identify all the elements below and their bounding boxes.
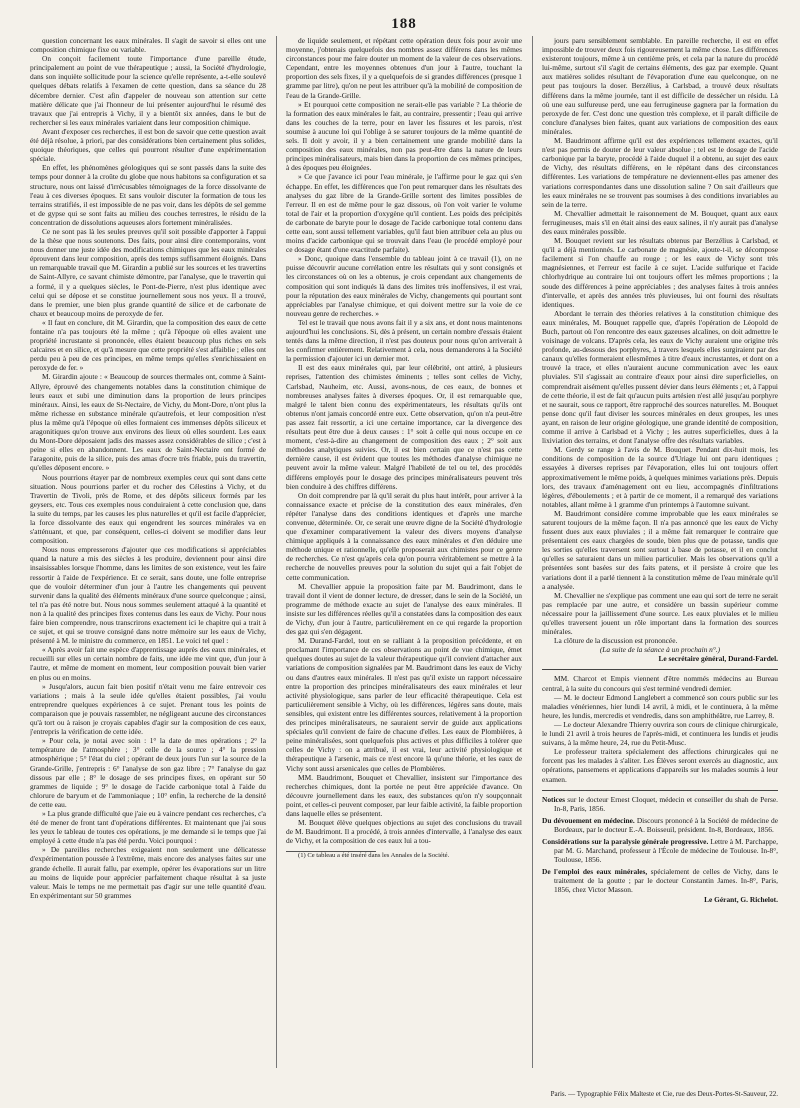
paragraph: M. Bouquet revient sur les résultats obtenus par Berzélius à Carlsbad, et qu'il a déjà mentionnés. Le carbonate de magnésie, ajoute-t-il, se décompose facilement si l'on chauffe au rouge ; or les eaux de Vichy sont très magnésiennes, et l'erreur est facile à ce sujet. L'acide sulfurique et l'acide chlorhydrique au contraire lui ont toujours offert les mêmes proportions ; la soude des différences à peine appréciables ; des analyses faites à trois années d'intervalle, et après des années très pluvieuses, lui ont fourni des résultats identiques. [542,236,778,309]
paragraph: « Il faut en conclure, dit M. Girardin, que la composition des eaux de cette fontaine n'a pas toujours été la même ; qu'à l'époque où elles avaient une propriété incrustante si prononcée, elles étaient beaucoup plus riches en sels calcaires et en silice, et qu'à mesure que cette propriété s'est affaiblie ; elles ont perdu peu à peu de ces principes, en même temps qu'elles s'enrichissaient en peroxyde de fer. » [30,317,266,373]
bibliography-entry [542,837,778,864]
paragraph: On doit comprendre par là qu'il serait du plus haut intérêt, pour arriver à la connaissance exacte et précise de la constitution des eaux minérales, d'en répéter l'analyse dans des conditions identiques et d'après une marche convenue, déterminée. Or, ce serait une œuvre digne de la Société d'hydrologie que d'examiner comparativement la valeur des divers moyens d'analyse chimique appliqués à la connaissance des eaux minérales et d'en déduire une méthode unique et rationnelle, qu'elle proposerait aux chimistes pour ce genre de recherches. Ce n'est qu'après cela qu'on pourra véritablement se mettre à la recherche de nouvelles preuves pour la solution du sujet qui a fait l'objet de cette communication. [286,490,522,582]
bibliography-title: Notices [542,794,565,804]
bibliography-title: Du dévouement en médecine. [542,815,635,825]
paragraph: M. Baudrimont considère comme improbable que les eaux minérales se saturent toujours de la même façon. Il n'a pas annoncé que les eaux de Vichy fussent dues aux eaux pluviales ; il a même fait remarquer le contraire que présentaient ces eaux chargées de soude, bien plus que de potasse, tandis que les sorties qu'elles traversent sont surtout à base de potasse, et il en conclut qu'elles se saturaient dans un milieu particulier. Mais les observations qu'il a présentées sont basées sur des faits patens, et il persiste à croire que les variations dont il a parlé tiennent à la constitution même de l'eau minérale qu'il a analysée. [542,508,778,591]
paragraph: » Et pourquoi cette composition ne serait-elle pas variable ? La théorie de la formation des eaux minérales le fait, au contraire, pressentir ; l'eau qui arrive dans les couches de la terre, pour en laver les fissures et les parois, n'est soumise à aucune loi qui l'oblige à se saturer toujours de la même quantité de sels. Il doit y avoir, il y a bien certainement une grande mobilité dans la composition des eaux minérales, non pas peut-être dans la nature de leurs principes minéralisateurs, mais bien dans la proportion de ces mêmes principes, à des époques peu éloignées. [286,99,522,173]
bibliography-details: Lettre à M. Parchappe, par M. G. Marchand, professeur à l'École de médecine de Toulouse. In-8°, Toulouse, 1856. [554,836,778,865]
paragraph: M. Chevallier appuie la proposition faite par M. Baudrimont, dans le travail dont il vient de donner lecture, de dresser, dans le sein de la Société, un programme de méthode exacte au sujet de l'analyse des eaux minérales. Il insiste sur les différences réelles qu'il a constatées dans la composition des eaux de Vichy, d'un jour à l'autre, particulièrement en ce qui regarde la proportion des gaz qui s'en dégagent. [286,581,522,637]
session-continuation-note: (La suite de la séance à un prochain n°.) [599,645,721,655]
column-1 [30,36,266,1068]
bibliography-entry [542,867,778,894]
paragraph: MM. Baudrimont, Bouquet et Chevallier, insistent sur l'importance des recherches chimiques, dont la portée ne peut être appréciée d'avance. On découvre journellement dans les eaux, des substances qu'on n'y soupçonnait point, et celles-ci peuvent composer, par leur faible activité, la faible proportion dans laquelle elles se présentent. [286,772,522,818]
secretary-signature: Le secrétaire général, Durand-Fardel. [658,654,778,664]
paragraph: Tel est le travail que nous avons fait il y a six ans, et dont nous maintenons aujourd'hui les conclusions. Si, dès à présent, un certain nombre d'essais étaient tentés dans la même direction, il n'est pas douteux pour nous qu'on arriverait à les confirmer entièrement. Relativement à cela, nous demanderons à la Société la permission d'ajouter ici un dernier mot. [286,317,522,364]
paragraph: » Donc, quoique dans l'ensemble du tableau joint à ce travail (1), on ne puisse découvrir aucune corrélation entre les résultats qui y sont consignés et les circonstances où on les a obtenus, je crois cependant aux changements de composition qui sont indiqués là dans des limites très inoffensives, il est vrai, pour la réputation des eaux minérales de Vichy, changements qui pourtant sont appréciables par l'analyse chimique, et qui doivent mettre sur la voie de ce nouveau genre de recherches. » [286,254,522,318]
news-section [542,674,778,783]
bibliography-title: De l'emploi des eaux minérales, [542,867,648,877]
paragraph: jours paru sensiblement semblable. En pareille recherche, il est en effet impossible de trouver deux fois rigoureusement la même chose. Les différences existeront toujours, même à un centième près, et cela par la nature du procédé lui-même, surtout s'il s'agit de certains éléments, des gaz par exemple. Quant aux matières solides résultant de l'évaporation d'une eau quelconque, on ne peut pas toujours la doser. Berzélius, à Carlsbad, a trouvé deux résultats différens dans la même journée, tant il est difficile de dessécher un résidu. Là où une eau sulfureuse perd, une eau ferrugineuse gagnera par la formation du peroxyde de fer. C'est donc une question très complexe, et il paraît difficile de conclure d'analyses bien faites, quant aux variations de composition des eaux minérales. [542,36,778,136]
paragraph: Ce ne sont pas là les seules preuves qu'il soit possible d'apporter à l'appui de la thèse que nous soutenons. Des faits, pour ainsi dire contemporains, vont nous donner une juste idée des modifications chimiques que les eaux minérales éprouvent dans leur composition, après des temps suffisamment éloignés. Dans un remarquable travail que M. Girardin a publié sur les sources et les travertins de Saint-Allyre, ce savant chimiste démontre, par l'analyse, que le travertin qui a formé, il y a quelques siècles, le Pont-de-Pierre, n'est plus identique avec celui qui se dépose et se constitue journellement sous nos yeux. Il a trouvé, dans le premier, une bien plus grande quantité de silice et de carbonate de chaux et beaucoup moins de peroxyde de fer. [30,226,266,318]
paragraph: » Jusqu'alors, aucun fait bien positif n'était venu me faire entrevoir ces variations ; mais à la seule idée qu'elles étaient possibles, j'ai voulu entreprendre quelques expériences à ce sujet. Prenant tous les points de comparaison que je pouvais rassembler, ne négligeant aucune des circonstances qu'à tort ou à raison je croyais capables d'agir sur la composition de ces eaux, j'entrepris la vérification de cette idée. [30,681,266,737]
paragraph: En effet, les phénomènes géologiques qui se sont passés dans la suite des temps pour donner à la croûte du globe que nous habitons sa configuration et sa structure, nous ont laissé d'irrécusables témoignages de la force dissolvante de l'eau à ces diverses époques. Et sans vouloir discuter la formation de tous les terrains stratifiés, il est impossible de ne pas voir, dans les dépôts de sel gemme et de gypse qui se sont faits au milieu des couches terrestres, le résidu de la concentration de dissolutions aqueuses alors fortement minéralisées. [30,163,266,227]
paragraph: M. Gerdy se range à l'avis de M. Bouquet. Pendant dix-huit mois, les conditions de composition de la source d'Uriage lui ont paru identiques ; essayées à diverses reprises par l'évaporation, elles lui ont toujours offert approximativement le même poids, à quelques minimes variations près. Depuis lors, des travaux d'aménagement ont eu lieu, accompagnés d'infiltrations légères, d'éboulements ; et à partir de ce moment, il a remarqué des variations notables, allant même à 1 gramme d'un printemps à l'automne suivant. [542,445,778,509]
paragraph: M. Girardin ajoute : « Beaucoup de sources thermales ont, comme à Saint-Allyre, éprouvé des changements notables dans la constitution chimique de leurs eaux et subi une diminution dans la proportion de leurs principes minéraux. Ainsi, les eaux de St-Nectaire, de Vichy, du Mont-Dore, n'ont plus la même richesse en substance minérale qu'autrefois, et leur composition n'est plus la même qu'à l'époque où elles formaient ces immenses dépôts siliceux et aragonitiques qu'on trouve aux environs des lieux où elles sourdent. Les eaux du Mont-Dore déposaient jadis des masses assez considérables de silice ; c'est à peine si elles en abandonnent. Les eaux de Saint-Nectaire ont formé de l'aragonite, puis de la silice, puis des amas d'ocre très friable, puis du travertin, qu'elles déposent encore. » [30,372,266,473]
bibliography-details: spécialement de celles de Vichy, dans le traitement de la goutte ; par le docteur Constantin James. In-8°, Paris, 1856, chez Victor Masson. [554,867,778,895]
paragraph: question concernant les eaux minérales. Il s'agit de savoir si elles ont une composition chimique fixe ou variable. [30,36,266,55]
column-2-body [286,36,522,845]
news-item: Le professeur traitera spécialement des affections chirurgicales qui ne forcent pas les malades à s'aliter. Les Élèves seront exercés au diagnostic, aux opérations, pansemens et applications d'appareils sur les malades soumis à leur examen. [542,747,778,784]
paragraph: de liquide seulement, et répétant cette opération deux fois pour avoir une moyenne, j'obtenais quelquefois des nombres assez différens dans les mêmes circonstances pour me faire douter un moment de la valeur de ces observations. Cependant, entre les moyennes obtenues d'un jour à l'autre, touchant la proportion des sels fixes, il y a quelquefois de si grandes différences (presque 1 gramme par litre), qu'on ne peut les attribuer qu'à la mobilité de composition de l'eau de la Grande-Grille. [286,36,522,100]
paragraph: M. Chevallier admettait le raisonnement de M. Bouquet, quant aux eaux ferrugineuses, mais s'il en était ainsi des eaux salines, il n'y aurait pas d'analyse des eaux minérales possible. [542,208,778,236]
paragraph: « Après avoir fait une espèce d'apprentissage auprès des eaux minérales, et recueilli sur elles un certain nombre de faits, une idée me vint que, d'un jour à l'autre, et même de moment en moment, leur composition pouvait bien varier en plus ou en moins. [30,645,266,682]
paragraph: La clôture de la discussion est prononcée. [554,636,678,646]
gerant-signature: Le Gérant, G. Richelot. [704,894,778,904]
bibliography-details: Discours prononcé à la Société de médecine de Bordeaux, par le docteur E.-A. Boisseuil, président. In-8, Bordeaux, 1856. [554,815,778,834]
news-item: MM. Charcot et Empis viennent d'être nommés médecins au Bureau central, à la suite du concours qui s'est terminé vendredi dernier. [542,674,778,693]
paragraph: Avant d'exposer ces recherches, il est bon de savoir que cette question avait été déjà résolue, à priori, par des considérations bien certainement plus solides, quoique théoriques, que celles qui pourront résulter d'une expérimentation spéciale. [30,126,266,164]
paragraph: Abordant le terrain des théories relatives à la constitution chimique des eaux minérales, M. Bouquet rappelle que, d'après l'opération de Léopold de Buch, partout où l'on rencontre des eaux gazeuses alcalines, on doit admettre le voisinage de volcans. D'après cela, les eaux de Vichy auraient une origine très profonde, au-dessous des porphyres, à travers lesquels elles surgiraient par des canaux qu'elles formeraient ellesmêmes à titre d'eaux incrustantes, et dont on a trouvé la trace, et elles n'auraient aucune communication avec les eaux pluviales. S'il s'agissait au contraire d'eaux pour ainsi dire superficielles, on comprendrait aisément qu'elles pussent dévier dans leurs éléments ; et, à l'appui de cette théorie, il est de fait qu'aucun puits artésien n'est allé jusqu'au porphyre et ne saurait, sous ce rapport, être rapproché des sources naturelles. M. Bouquet pense donc qu'il faut diviser les sources minérales en deux groupes, les unes ayant, en raison de leur origine géologique, une grande identité de composition, comme il arrive à Carlsbad et à Vichy ; les autres superficielles, dues à la lixiviation des terrains, et dont l'analyse offre des résultats variables. [542,308,778,446]
bibliography-title: Considérations sur la paralysie générale progressive. [542,836,709,846]
paragraph: » La plus grande difficulté que j'aie eu à vaincre pendant ces recherches, c'a été de mener de front tant d'opérations différentes. Et maintenant que j'ai sous les yeux le tableau de toutes ces opérations, je me demande si le temps que j'ai employé à cette étude n'a pas été perdu. Voici pourquoi : [30,808,266,846]
section-divider [542,669,778,670]
news-item: — M. le docteur Edmond Langlebert a commencé son cours public sur les maladies vénériennes, hier lundi 14 avril, à midi, et le continuera, à la même heure, les lundis, mercredis et vendredis, dans son amphithéâtre, rue Larrey, 8. [542,692,778,720]
bibliography-section [542,795,778,895]
bibliography-details: sur le docteur Ernest Cloquet, médecin et conseiller du shah de Perse. In-8, Paris, 1856. [554,794,778,813]
page-number: 188 [391,16,417,32]
bibliography-entry [542,816,778,834]
column-3-body [542,36,778,645]
paragraph: Nous pourrions étayer par de nombreux exemples ceux qui sont dans cette situation. Nous pourrions parler et du rocher des Célestins à Vichy, et du Travertin de Tivoli, près de Rome, et des dépôts siliceux formés par les geysers, etc. Tous ces exemples nous conduiraient à cette conclusion que, dans la suite du temps, par les causes les plus naturelles et qu'il est facile d'apprécier, la force dissolvante des eaux qui engendrent les sources minérales va en s'atténuant, et que, par conséquent, celles-ci doivent se modifier dans leur composition. [30,472,266,546]
paragraph: Nous nous empresserons d'ajouter que ces modifications si appréciables quand la nature a mis des siècles à les produire, deviennent pour ainsi dire insaisissables lorsque l'homme, dans les limites de son existence, veut les faire ressortir à l'aide de l'expérience. Et ce serait, sans doute, une folle entreprise que de vouloir déterminer d'un jour à l'autre les changements qui peuvent survenir dans la qualité des éléments minéraux d'une source quelconque ; ainsi, tel n'a pas été notre but. Nous nous sommes seulement attaqué à la quantité et non à la qualité des principes fixes contenus dans les eaux de Vichy. Pour nous faire bien comprendre, nous transcrirons exactement ici le chapitre qui a trait à ce sujet, et qui se trouve consigné dans notre mémoire sur les eaux de Vichy, présenté à M. le ministre du commerce, en 1851. Le voici tel quel : [30,545,266,646]
paragraph: Il est des eaux minérales qui, par leur célébrité, ont attiré, à plusieurs reprises, l'attention des chimistes éminents ; telles sont celles de Vichy, Carlsbad, Nauheim, etc. Aussi, avons-nous, de ces eaux, de bonnes et nombreuses analyses faites à diverses époques. Or, il est remarquable que, malgré le talent bien connu des expérimentateurs, les résultats qu'ils ont obtenus n'ont jamais concordé entre eux. Cette observation, qu'on n'a peut-être pas assez fait ressortir, a ici une certaine importance, car la divergence des résultats peut être due à deux causes : 1° soit à celle qui nous occupe en ce moment, c'est-à-dire au changement de composition des eaux ; 2° soit aux méthodes analytiques suivies. Or, il est bien certain que ce n'est pas cette dernière cause, il est évident que toutes les méthodes d'analyse chimique ne peuvent avoir la même valeur. Malgré l'habileté de tel ou tel, des procédés différens employés pour le dosage des principes minéralisateurs peuvent très bien conduire à des chiffres différens. [286,363,522,491]
paragraph: On conçoit facilement toute l'importance d'une pareille étude, principalement au point de vue thérapeutique ; aussi, la Société d'hydrologie, dans son inquiète sollicitude pour la science qu'elle représente, a-t-elle soulevé quelques débats relatifs à l'examen de cette question, dans sa séance du 28 décembre dernier. C'est afin d'appeler de nouveau son attention sur cette matière délicate que j'ai l'honneur de lui présenter aujourd'hui le résumé des travaux que j'ai entrepris à Vichy, il y a bientôt six années, dans le but de rechercher si les eaux minérales variaient dans leur composition chimique. [30,54,266,127]
paragraph: M. Chevallier ne s'explique pas comment une eau qui sort de terre ne serait pas remplacée par une autre, et considère un bassin supérieur comme nécessaire pour la jaillissement d'une source. Les eaux pluviales et le milieu qu'elles traversent jouent un rôle important dans la formation des sources minérales. [542,590,778,637]
footnote: (1) Ce tableau a été inséré dans les Annales de la Société. [298,852,450,860]
paragraph: » Pour cela, je notai avec soin : 1° la date de mes opérations ; 2° la température de l'atmosphère ; 3° celle de la source ; 4° la pression atmosphérique ; 5° l'état du ciel ; opérant de deux jours l'un sur la source de la Grande-Grille, j'entrepris : 6° l'analyse de son gaz libre ; 7° l'analyse du gaz dissous par elle ; 8° le dosage de ses principes fixes, en opérant sur 50 grammes de liquide ; 9° le dosage de l'acide carbonique total à l'aide du chlorure de baryum et de l'ammoniaque ; 10° enfin, la recherche de la densité de cette eau. [30,736,266,809]
paragraph: » Ce que j'avance ici pour l'eau minérale, je l'affirme pour le gaz qui s'en échappe. En effet, les différences que l'on peut remarquer dans les résultats des analyses du gaz libre de la Grande-Grille sortent des limites possibles de l'erreur. Il en est de même pour le gaz dissous, où l'on voit varier le volume total de l'air et la proportion d'oxygène qu'il contient. Les poids des précipités de carbonate de baryte pour le dosage de l'acide carbonique total contenu dans cette eau, sont aussi tellement variables, qu'il faut bien attribuer cela au plus ou moins d'acide carbonique qui se trouvait dans l'eau (le procédé employé pour ce dosage étant d'une exactitude parfaite). [286,172,522,255]
section-divider [542,790,778,791]
paragraph: » De pareilles recherches exigeaient non seulement une délicatesse d'expérimentation poussée à l'extrême, mais encore des analyses faites sur une grande échelle. Il aurait fallu, par exemple, opérer les évaporations sur un litre au moins de liquide pour apprécier parfaitement chaque résultat à sa juste valeur. Mais le temps ne me permettait pas d'agir sur une telle quantité d'eau. En expérimentant sur 50 grammes [30,845,266,900]
column-2 [276,36,522,1068]
paragraph: M. Bouquet élève quelques objections au sujet des conclusions du travail de M. Baudrimont. Il a procédé, à trois années d'intervalle, à l'analyse des eaux de Vichy, et la composition de ces eaux lui a tou- [286,818,522,846]
column-3 [532,36,778,1068]
bibliography-entry [542,795,778,813]
printer-imprint: Paris. — Typographie Félix Malteste et Cie, rue des Deux-Portes-St-Sauveur, 22. [550,1090,778,1098]
paragraph: M. Baudrimont affirme qu'il est des expériences tellement exactes, qu'il n'est pas permis de douter de leur valeur absolue ; tel est le dosage de l'acide carbonique par la baryte, procédé à l'aide duquel il a obtenu, au sujet des eaux de Vichy, des résultats différens, en le répétant dans des circonstances différentes. Les variations de température ne deviennent-elles pas amener des variations correspondantes dans une dissolution saline ? On sait d'ailleurs que les eaux minérales ne se trouvent pas soumises à des conditions invariables au sein de la terre. [542,136,778,209]
paragraph: M. Durand-Fardel, tout en se ralliant à la proposition précédente, et en proclamant l'importance de ces observations au point de vue chimique, émet quelques doutes au sujet de la valeur thérapeutique qu'il convient d'attacher aux variations de composition signalées par M. Baudrimont dans les eaux de Vichy ou dans d'autres eaux minérales. Il n'est pas qu'il existe un rapport nécessaire entre la proportion des principes minéralisateurs des eaux minérales et leur activité physiologique, sans parler de leur efficacité thérapeutique. Cela est particulièrement sensible à Vichy, où les différences, légères sans doute, mais sensibles, qui existent entre les différentes sources, relativement à la proportion des principes minéralisateurs, ne sauraient servir de guide aux applications spéciales qu'il convient de faire de chacune d'elles. Les eaux de Plombières, à peine minéralisées, sont quelquefois plus actives et plus difficiles à tolérer que celles de Vichy : on a attribué, il est vrai, leur activité physiologique et thérapeutique à l'arsenic, mais ce n'est encore là qu'une théorie, et les eaux de Vichy sont aussi arsenicales que celles de Plombières. [286,636,522,773]
news-item: — Le docteur Alexandre Thierry ouvrira son cours de clinique chirurgicale, le lundi 21 avril à trois heures de l'après-midi, et continuera les lundis et jeudis suivans, à la même heure, 24, rue du Petit-Musc. [542,719,778,748]
text-columns [30,36,778,1068]
